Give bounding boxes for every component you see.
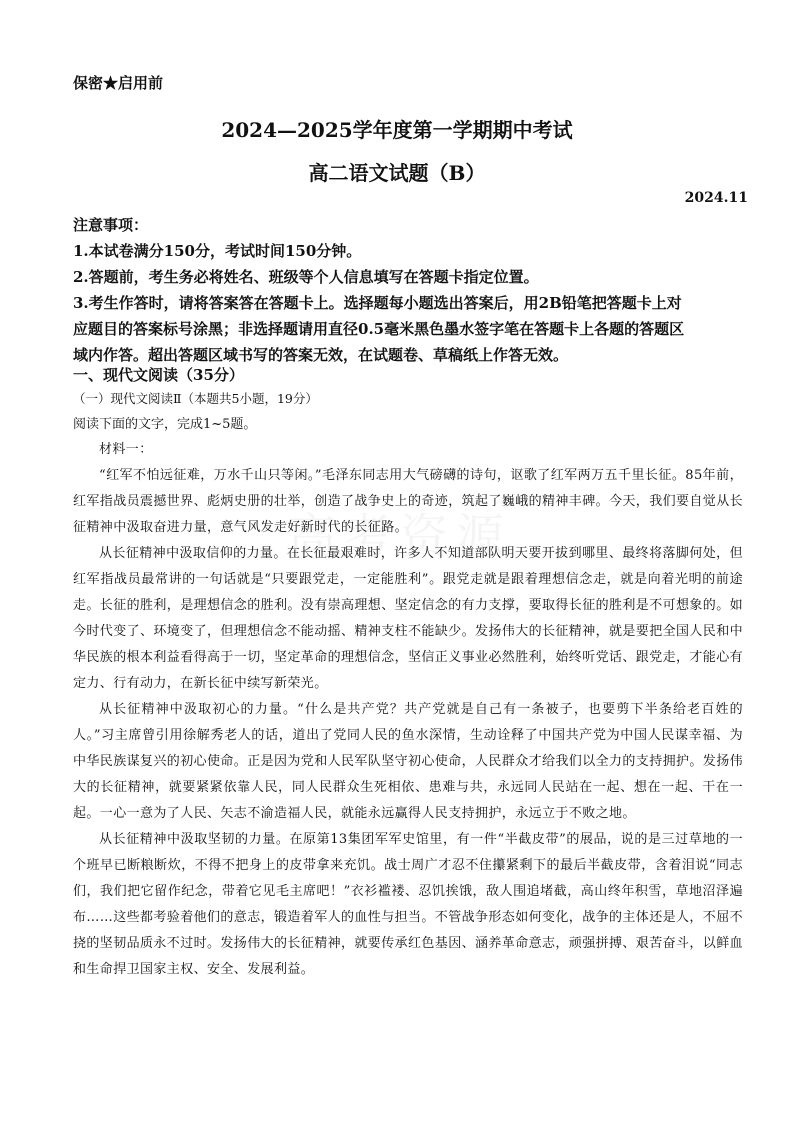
paragraph-3: 从长征精神中汲取初心的力量。“什么是共产党？共产党就是自己有一条被子，也要剪下半条给老百姓的人。”习主席曾引用徐解秀老人的话，道出了党同人民的鱼水深情，生动诠释了中国共产党为中国人民谋幸福、为中华民族谋复兴的初心使命。正是因为党和人民军队坚守初心使命，人民群众才给我们以全力的支持拥护。发扬伟大的长征精神，就要紧紧依靠人民，同人民群众生死相依、患难与共，永远同人民站在一起、想在一起、干在一起。一心一意为了人民、矢志不渝造福人民，就能永远赢得人民支持拥护，永远立于不败之地。 [73,702,744,821]
notes-section [73,212,741,368]
notes-title: 注意事项： [73,216,149,234]
notes-item-3-line-1: 3.考生作答时，请将答案答在答题卡上。选择题每小题选出答案后，用2B铅笔把答题卡上对 [73,294,682,312]
secret-label: 保密★启用前 [73,74,164,92]
notes-item-1: 1.本试卷满分150分，考试时间150分钟。 [73,242,362,260]
paper-title: 高二语文试题（B） [308,161,486,185]
section-title: 一、现代文阅读（35分） [73,366,244,384]
subsection-title: （一）现代文阅读Ⅱ（本题共5小题，19分） [73,391,318,406]
exam-date: 2024.11 [684,190,748,206]
reading-instruction: 阅读下面的文字，完成1~5题。 [73,417,257,432]
exam-title: 2024—2025学年度第一学期期中考试 [221,118,573,142]
notes-item-3-line-2: 应题目的答案标号涂黑；非选择题请用直径0.5毫米黑色墨水签字笔在答题卡上各题的答题区 [73,320,685,338]
paragraph-4: 从长征精神中汲取坚韧的力量。在原第13集团军军史馆里，有一件“半截皮带”的展品，说的是三过草地的一个班早已断粮断炊，不得不把身上的皮带拿来充饥。战士周广才忍不住攥紧剩下的最后半截皮带，含着泪说“同志们，我们把它留作纪念，带着它见毛主席吧！”衣衫褴褛、忍饥挨饿，敌人围追堵截，高山终年积雪，草地沼泽遍布……这些都考验着他们的意志，锻造着军人的血性与担当。不管战争形态如何变化，战争的主体还是人，不屈不挠的坚韧品质永不过时。发扬伟大的长征精神，就要传承红色基因、涵养革命意志，顽强拼搏、艰苦奋斗，以鲜血和生命捍卫国家主权、安全、发展利益。 [73,832,744,977]
notes-item-3-line-3: 域内作答。超出答题区域书写的答案无效，在试题卷、草稿纸上作答无效。 [73,346,569,364]
paragraph-2: 从长征精神中汲取信仰的力量。在长征最艰难时，许多人不知道部队明天要开拔到哪里、最终将落脚何处，但红军指战员最常讲的一句话就是“只要跟党走，一定能胜利”。跟党走就是跟着理想信念走，就是向着光明的前途走。长征的胜利，是理想信念的胜利。没有崇高理想、坚定信念的有力支撑，要取得长征的胜利是不可想象的。如今时代变了、环境变了，但理想信念不能动摇、精神支柱不能缺少。发扬伟大的长征精神，就是要把全国人民和中华民族的根本利益看得高于一切，坚定革命的理想信念，坚信正义事业必然胜利，始终听党话、跟党走，才能心有定力、行有动力，在新长征中续写新荣光。 [73,546,744,691]
notes-item-2: 2.答题前，考生务必将姓名、班级等个人信息填写在答题卡指定位置。 [73,268,539,286]
material-text [73,437,743,983]
material-label: 材料一： [99,442,153,457]
paragraph-1: “红军不怕远征难，万水千山只等闲。”毛泽东同志用大气磅礴的诗句，讴歌了红军两万五千里长征。85年前，红军指战员震撼世界、彪炳史册的壮举，创造了战争史上的奇迹，筑起了巍峨的精神丰碑。今天，我们要自觉从长征精神中汲取奋进力量，意气风发走好新时代的长征路。 [73,468,744,535]
